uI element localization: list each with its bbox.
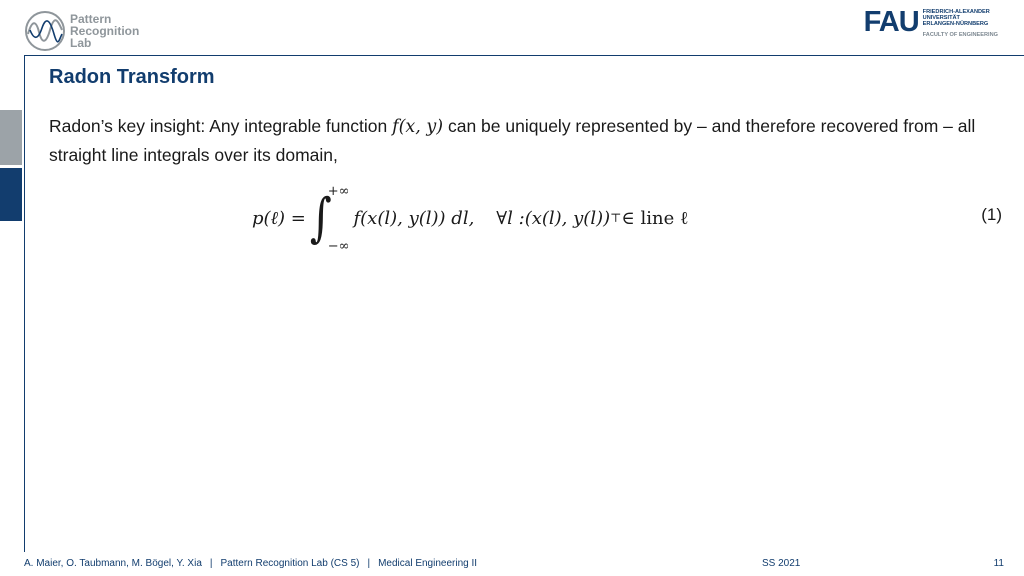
- body-text-part-1: Radon’s key insight: Any integrable function: [49, 116, 393, 136]
- lab-name: [70, 13, 139, 49]
- fau-university-name: [923, 9, 998, 38]
- equation-integrand: f(x(l), y(l)) dl,: [353, 207, 475, 229]
- radon-equation: [252, 184, 689, 254]
- equation-number: (1): [981, 205, 1002, 224]
- side-tab-blue: [0, 168, 22, 221]
- equation-condition-lead: ∀l :: [496, 207, 525, 229]
- slide-title: Radon Transform: [49, 66, 215, 88]
- fau-line-3: ERLANGEN-NÜRNBERG: [922, 21, 989, 28]
- pattern-lab-emblem-icon: [24, 10, 66, 52]
- fau-logo: [863, 6, 998, 38]
- footer-separator-1: |: [209, 557, 213, 569]
- fau-line-1: FRIEDRICH-ALEXANDER: [922, 9, 990, 15]
- body-text-part-2: can be uniquely represented by – and therefore recovered from – all straight line integrals over its domain,: [49, 116, 976, 165]
- lab-name-line-3: Lab: [70, 36, 92, 50]
- integral-lower-limit: −∞: [327, 239, 350, 254]
- side-tab-grey: [0, 110, 22, 165]
- equation-lhs: p(ℓ) =: [252, 207, 306, 229]
- equation-condition-tuple: (x(l), y(l)): [524, 207, 611, 229]
- body-inline-math: f(x, y): [392, 117, 444, 137]
- pattern-recognition-lab-logo: [24, 10, 139, 52]
- footer-course: Medical Engineering II: [378, 557, 478, 569]
- footer-authors: A. Maier, O. Taubmann, M. Bögel, Y. Xia: [24, 557, 202, 569]
- fau-faculty: FACULTY OF ENGINEERING: [922, 31, 998, 38]
- footer-separator-2: |: [367, 557, 371, 569]
- equation-condition-tail: ∈ line ℓ: [621, 207, 689, 229]
- lab-name-line-1: Pattern: [70, 12, 112, 26]
- footer-semester: SS 2021: [762, 557, 801, 569]
- footer-page-number: 11: [993, 557, 1004, 569]
- lab-name-line-2: Recognition: [70, 24, 140, 38]
- integral-symbol: ∫: [309, 186, 332, 248]
- integral-upper-limit: +∞: [327, 184, 350, 199]
- fau-wordmark: FAU: [863, 6, 919, 38]
- slide-footer: [24, 556, 1004, 570]
- integral-sign: [309, 184, 350, 254]
- footer-lab: Pattern Recognition Lab (CS 5): [220, 557, 360, 569]
- equation-transpose: ⊤: [610, 211, 622, 225]
- fau-line-2: UNIVERSITÄT: [922, 15, 960, 22]
- slide-body-text: [49, 112, 989, 169]
